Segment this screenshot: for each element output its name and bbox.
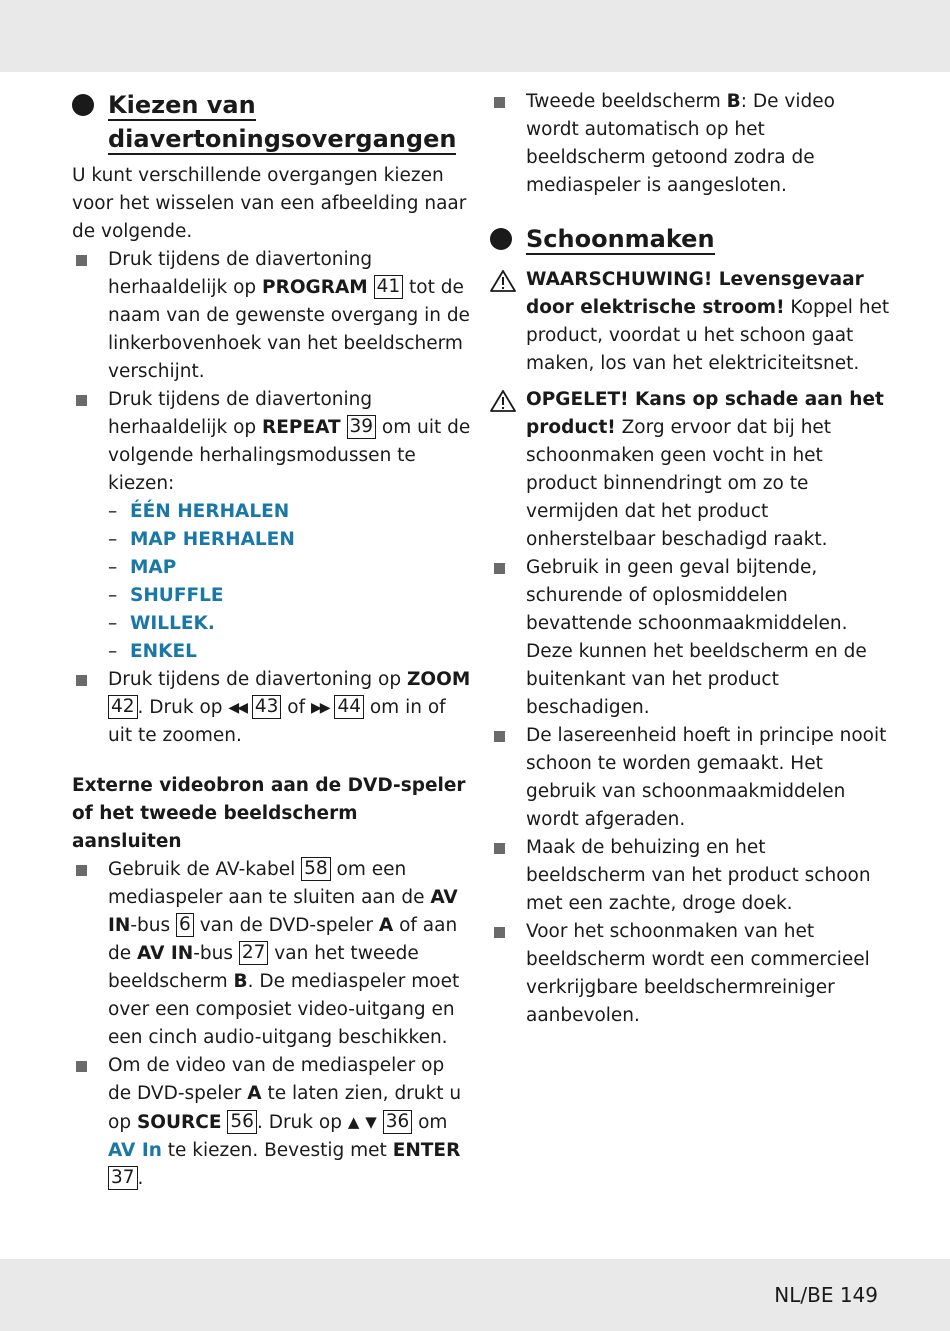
- ref-number: 58: [301, 857, 331, 881]
- mode-item: – MAP: [108, 557, 177, 578]
- mode-item: – ENKEL: [108, 641, 197, 662]
- ref-number: 41: [374, 275, 404, 299]
- ref-number: 43: [252, 695, 282, 719]
- square-bullet-icon: [76, 255, 87, 266]
- warning-triangle-icon: [490, 390, 516, 412]
- ref-number: 27: [239, 941, 269, 965]
- square-bullet-icon: [76, 1061, 87, 1072]
- header-band: [0, 0, 950, 72]
- square-bullet-icon: [76, 395, 87, 406]
- arrow-down-icon: ▼: [365, 1113, 377, 1131]
- mode-item: – ÉÉN HERHALEN: [108, 501, 290, 522]
- arrow-up-icon: ▲: [347, 1113, 360, 1131]
- square-bullet-icon: [494, 731, 505, 742]
- page-number: NL/BE 149: [774, 1283, 878, 1307]
- list-item-screen-cleaner: Voor het schoonmaken van het beeldscherm wordt een commercieel verkrijgbare beeldschermreiniger aanbevolen.: [490, 918, 890, 1030]
- mode-item: – WILLEK.: [108, 613, 215, 634]
- intro-paragraph: U kunt verschillende overgangen kiezen voor het wisselen van een afbeelding naar de volgende.: [72, 165, 467, 242]
- square-bullet-icon: [494, 927, 505, 938]
- right-column: [490, 88, 890, 1030]
- mode-item: – SHUFFLE: [108, 585, 224, 606]
- fast-forward-icon: ▶▶: [311, 700, 329, 716]
- ref-number: 37: [108, 1166, 138, 1190]
- square-bullet-icon: [494, 97, 505, 108]
- bullet-dot-icon: [72, 94, 94, 116]
- square-bullet-icon: [76, 675, 87, 686]
- section-heading-transitions: Kiezen van diavertoningsovergangen: [72, 88, 472, 156]
- square-bullet-icon: [494, 563, 505, 574]
- list-item-repeat: Druk tijdens de diavertoning herhaaldelijk op REPEAT 39 om uit de volgende herhalingsmodussen te kiezen:: [72, 386, 472, 498]
- subheading-external-source: Externe videobron aan de DVD-speler of het tweede beeldscherm aansluiten: [72, 775, 466, 852]
- ref-number: 44: [334, 695, 364, 719]
- ref-number: 39: [347, 415, 377, 439]
- mode-item: – MAP HERHALEN: [108, 529, 295, 550]
- square-bullet-icon: [494, 843, 505, 854]
- list-item-second-screen: Tweede beeldscherm B: De video wordt automatisch op het beeldscherm getoond zodra de mediaspeler is aangesloten.: [490, 88, 890, 200]
- list-item-housing: Maak de behuizing en het beeldscherm van het product schoon met een zachte, droge doek.: [490, 834, 890, 918]
- square-bullet-icon: [76, 865, 87, 876]
- ref-number: 56: [227, 1110, 257, 1134]
- list-item-no-agents: Gebruik in geen geval bijtende, schurende of oplosmiddelen bevattende schoonmaakmiddelen. Deze kunnen het beeldscherm en de buitenkant van het product beschadigen.: [490, 554, 890, 722]
- list-item-zoom: Druk tijdens de diavertoning op ZOOM 42 . Druk op ◀◀ 43 of ▶▶ 44 om in of uit te zoomen.: [72, 666, 472, 750]
- ref-number: 6: [176, 913, 194, 937]
- ref-number: 36: [383, 1110, 413, 1134]
- list-item-program: Druk tijdens de diavertoning herhaaldelijk op PROGRAM 41 tot de naam van de gewenste overgang in de linkerbovenhoek van het beeldscherm verschijnt.: [72, 246, 472, 386]
- section-heading-cleaning: Schoonmaken: [490, 222, 890, 256]
- list-item-av-cable: Gebruik de AV-kabel 58 om een mediaspeler aan te sluiten aan de AV IN-bus 6 van de DVD-speler A of aan de AV IN-bus 27 van het tweede beeldscherm B. De mediaspeler moet over een composiet video-uitgang en een cinch audio-uitgang beschikken.: [72, 856, 472, 1052]
- warning-electric: WAARSCHUWING! Levensgevaar door elektrische stroom! Koppel het product, voordat u het schoon gaat maken, los van het elektriciteitsnet.: [490, 266, 890, 378]
- list-item-source: Om de video van de mediaspeler op de DVD-speler A te laten zien, drukt u op SOURCE 56 . Druk op ▲ ▼ 36 om AV In te kiezen. Bevestig met ENTER 37 .: [72, 1052, 472, 1193]
- rewind-icon: ◀◀: [228, 700, 246, 716]
- ref-number: 42: [108, 695, 138, 719]
- warning-damage: OPGELET! Kans op schade aan het product! Zorg ervoor dat bij het schoonmaken geen vocht in het product binnendringt om zo te vermijden dat het product onherstelbaar beschadigd raakt.: [490, 386, 890, 554]
- left-column: [72, 88, 472, 1193]
- bullet-dot-icon: [490, 228, 512, 250]
- warning-triangle-icon: [490, 270, 516, 292]
- list-item-laser: De lasereenheid hoeft in principe nooit schoon te worden gemaakt. Het gebruik van schoonmaakmiddelen wordt afgeraden.: [490, 722, 890, 834]
